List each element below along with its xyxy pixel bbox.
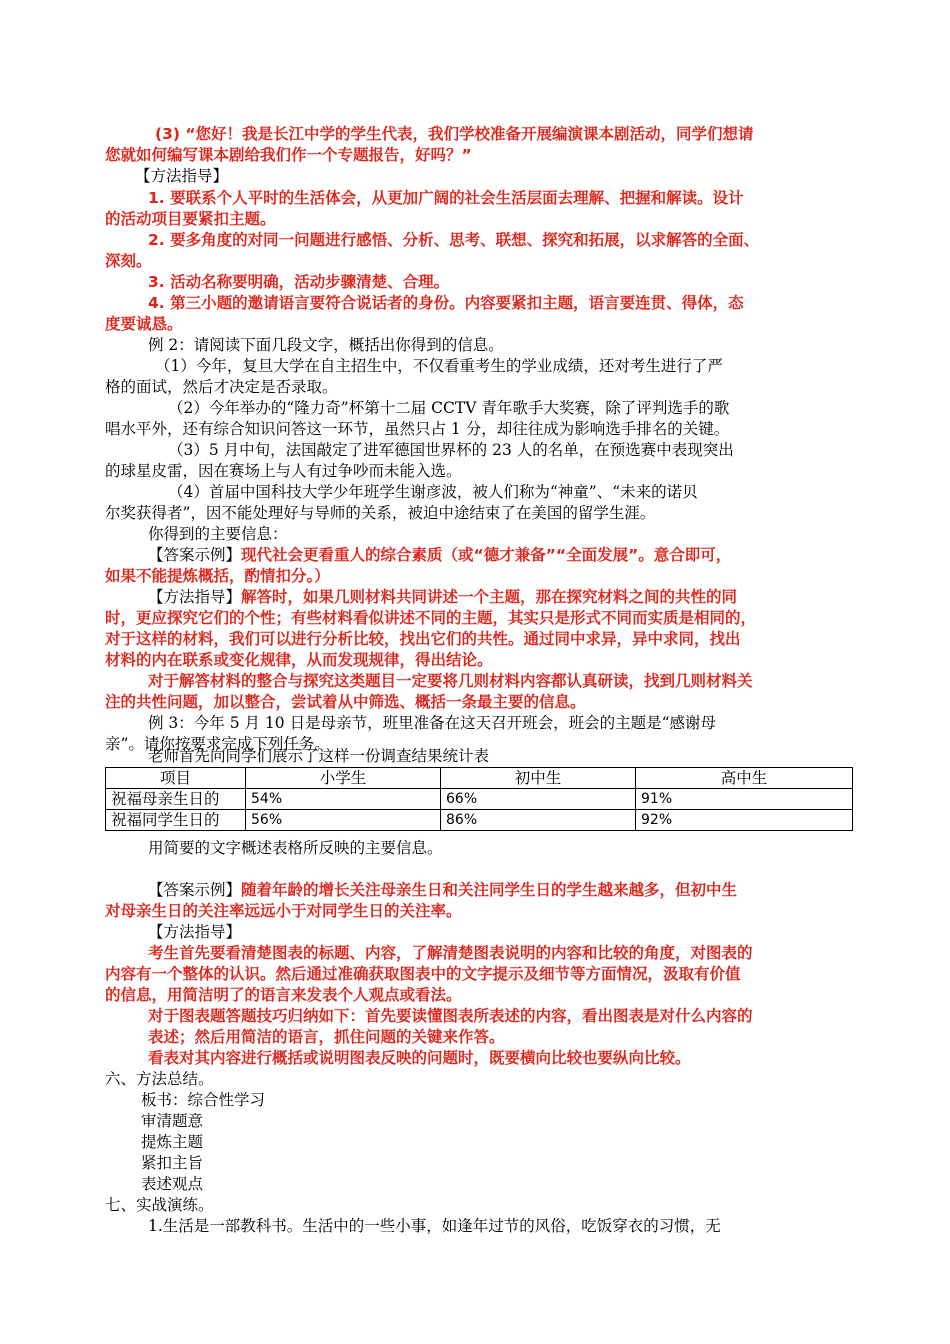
text-line [0, 230, 950, 251]
text-line [0, 608, 950, 629]
text-line [0, 440, 950, 461]
table-cell: 祝福同学生日的 [106, 810, 246, 831]
text-line [0, 293, 950, 314]
text-line [0, 671, 950, 692]
body-text: 【方法指导】 [148, 923, 242, 941]
body-text: 例 3：今年 5 月 10 日是母亲节，班里准备在这天召开班会，班会的主题是“感谢母 [148, 714, 717, 732]
text-line [0, 482, 950, 503]
text-line [0, 145, 950, 166]
text-line [0, 587, 950, 608]
text-line [0, 1195, 950, 1216]
text-line [0, 1132, 950, 1153]
survey-table [105, 767, 853, 831]
text-line [0, 124, 950, 145]
highlighted-text: 看表对其内容进行概括或说明图表反映的问题时，既要横向比较也要纵向比较。 [148, 1049, 691, 1067]
highlighted-text: 解答时，如果几则材料共同讲述一个主题，那在探究材料之间的共性的同 [241, 588, 738, 606]
text-line [0, 985, 950, 1006]
table-cell: 祝福母亲生日的 [106, 789, 246, 810]
text-line [0, 1069, 950, 1090]
highlighted-text: 对于解答材料的整合与探究这类题目一定要将几则材料内容都认真研读，找到几则材料关 [148, 672, 753, 690]
text-line [0, 1048, 950, 1069]
text-line [0, 272, 950, 293]
text-line [0, 209, 950, 230]
highlighted-text: 内容有一个整体的认识。然后通过准确获取图表中的文字提示及细节等方面情况，汲取有价值 [105, 965, 741, 983]
body-text: 提炼主题 [141, 1133, 204, 1151]
text-line [0, 545, 950, 566]
body-text: 【答案示例】 [148, 881, 242, 899]
text-line [0, 746, 950, 767]
text-line [0, 419, 950, 440]
text-line [0, 314, 950, 335]
body-text: （2）今年举办的“隆力奇”杯第十二届 CCTV 青年歌手大奖赛，除了评判选手的歌 [168, 399, 730, 417]
highlighted-text: 随着年龄的增长关注母亲生日和关注同学生日的学生越来越多，但初中生 [241, 881, 738, 899]
highlighted-text: 3. 活动名称要明确，活动步骤清楚、合理。 [148, 273, 450, 291]
table-cell: 56% [246, 810, 441, 831]
text-line [0, 503, 950, 524]
highlighted-text: 1. 要联系个人平时的生活体会，从更加广阔的社会生活层面去理解、把握和解读。设计 [148, 189, 744, 207]
text-line [0, 377, 950, 398]
text-line [0, 838, 950, 859]
table-cell: 86% [441, 810, 636, 831]
highlighted-text: 对于图表题答题技巧归纳如下：首先要读懂图表所表述的内容，看出图表是对什么内容的 [148, 1007, 753, 1025]
body-text: 【方法指导】 [135, 167, 229, 185]
body-text: 六、方法总结。 [105, 1070, 214, 1088]
text-line [0, 943, 950, 964]
highlighted-text: 考生首先要看清楚图表的标题、内容，了解清楚图表说明的内容和比较的角度，对图表的 [148, 944, 753, 962]
table-row [106, 789, 853, 810]
text-line [0, 880, 950, 901]
text-line [0, 964, 950, 985]
highlighted-text: 时，更应探究它们的个性；有些材料看似讲述不同的主题，其实只是形式不同而实质是相同的， [105, 609, 757, 627]
highlighted-text: 深刻。 [105, 252, 152, 270]
text-line [0, 524, 950, 545]
table-row [106, 810, 853, 831]
highlighted-text: 现代社会更看重人的综合素质（或“德才兼备”“全面发展”。意合即可， [241, 546, 732, 564]
body-text: 【方法指导】 [148, 588, 242, 606]
text-line [0, 1174, 950, 1195]
body-text: 1.生活是一部教科书。生活中的一些小事，如逢年过节的风俗，吃饭穿衣的习惯，无 [148, 1217, 721, 1235]
highlighted-text: 的信息，用简洁明了的语言来发表个人观点或看法。 [105, 986, 462, 1004]
highlighted-text: 对于这样的材料，我们可以进行分析比较，找出它们的共性。通过同中求异，异中求同，找出 [105, 630, 741, 648]
text-line [0, 566, 950, 587]
body-text: 亲”。请你按要求完成下列任务。 [105, 735, 330, 753]
body-text: 审清题意 [141, 1112, 204, 1130]
body-text: （4）首届中国科技大学少年班学生谢彦波，被人们称为“神童”、“未来的诺贝 [168, 483, 698, 501]
body-text: 你得到的主要信息： [148, 525, 288, 543]
highlighted-text: 您就如何编写课本剧给我们作一个专题报告，好吗？” [105, 146, 472, 164]
body-text: 尔奖获得者”，因不能处理好与导师的关系，被迫中途结束了在美国的留学生涯。 [105, 504, 656, 522]
text-line [0, 713, 950, 734]
text-line [0, 398, 950, 419]
body-text: 格的面试，然后才决定是否录取。 [105, 378, 338, 396]
text-line [0, 251, 950, 272]
body-text: 例 2：请阅读下面几段文字，概括出你得到的信息。 [148, 336, 504, 354]
table-header-cell: 小学生 [246, 768, 441, 789]
body-text: 【答案示例】 [148, 546, 242, 564]
text-line [0, 1153, 950, 1174]
body-text: 七、实战演练。 [105, 1196, 214, 1214]
body-text: 表述观点 [141, 1175, 204, 1193]
text-line [0, 1006, 950, 1027]
highlighted-text: 2. 要多角度的对同一问题进行感悟、分析、思考、联想、探究和拓展，以求解答的全面、 [148, 231, 760, 249]
text-line [0, 356, 950, 377]
highlighted-text: 如果不能提炼概括，酌情扣分。） [105, 567, 330, 585]
highlighted-text: 表述；然后用简洁的语言，抓住问题的关键来作答。 [148, 1028, 505, 1046]
text-line [0, 1111, 950, 1132]
body-text: 板书：综合性学习 [141, 1091, 266, 1109]
text-line [0, 335, 950, 356]
highlighted-text: 注的共性问题，加以整合，尝试着从中筛选、概括一条最主要的信息。 [105, 693, 586, 711]
text-line [0, 1090, 950, 1111]
highlighted-text: (3) “您好！我是长江中学的学生代表，我们学校准备开展编演课本剧活动，同学们想请 [155, 125, 754, 143]
text-line [0, 901, 950, 922]
highlighted-text: 的活动项目要紧扣主题。 [105, 210, 276, 228]
table-header-cell: 初中生 [441, 768, 636, 789]
table-cell: 66% [441, 789, 636, 810]
highlighted-text: 4. 第三小题的邀请语言要符合说话者的身份。内容要紧扣主题，语言要连贯、得体，态 [148, 294, 744, 312]
text-line [0, 1027, 950, 1048]
table-header-row [106, 768, 853, 789]
body-text: 的球星皮雷，因在赛场上与人有过争吵而未能入选。 [105, 462, 462, 480]
body-text: 用简要的文字概述表格所反映的主要信息。 [148, 839, 443, 857]
highlighted-text: 度要诚恳。 [105, 315, 183, 333]
text-line [0, 650, 950, 671]
table-header-cell: 项目 [106, 768, 246, 789]
body-text: 紧扣主旨 [141, 1154, 204, 1172]
body-text: （3）5 月中旬，法国敲定了进军德国世界杯的 23 人的名单，在预选赛中表现突出 [168, 441, 734, 459]
text-line [0, 922, 950, 943]
table-cell: 92% [636, 810, 853, 831]
body-text: 唱水平外，还有综合知识问答这一环节，虽然只占 1 分，却往往成为影响选手排名的关键。 [105, 420, 730, 438]
table-cell: 91% [636, 789, 853, 810]
highlighted-text: 材料的内在联系或变化规律，从而发现规律，得出结论。 [105, 651, 493, 669]
text-line [0, 629, 950, 650]
text-line [0, 461, 950, 482]
text-line [0, 188, 950, 209]
body-text: （1）今年，复旦大学在自主招生中，不仅看重考生的学业成绩，还对考生进行了严 [155, 357, 723, 375]
body-text: 老师首先向同学们展示了这样一份调查结果统计表 [148, 747, 490, 765]
table-cell: 54% [246, 789, 441, 810]
highlighted-text: 对母亲生日的关注率远远小于对同学生日的关注率。 [105, 902, 462, 920]
text-line [0, 166, 950, 187]
text-line [0, 692, 950, 713]
text-line [0, 1216, 950, 1237]
table-header-cell: 高中生 [636, 768, 853, 789]
